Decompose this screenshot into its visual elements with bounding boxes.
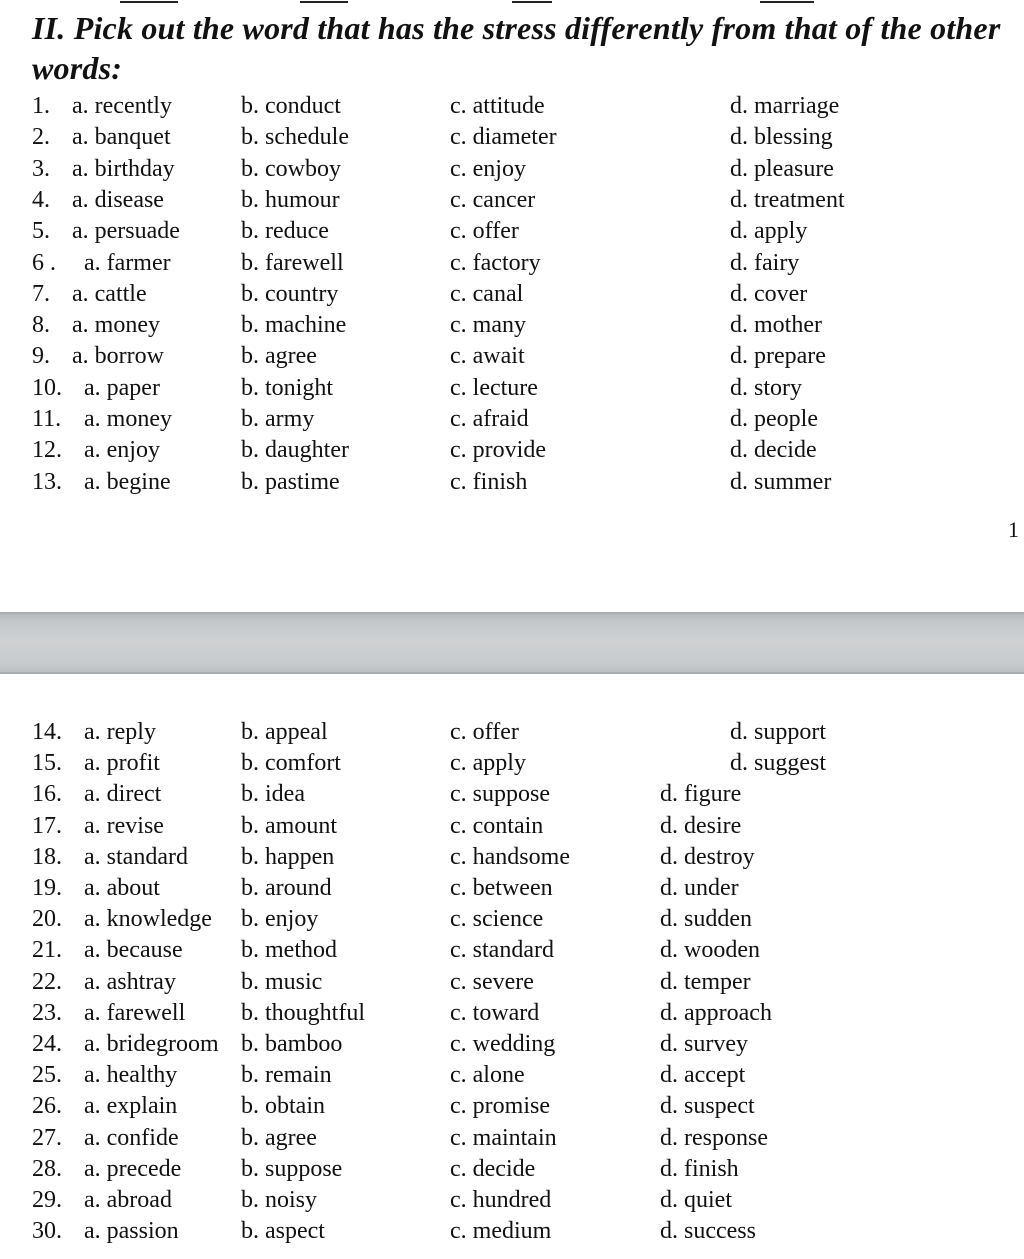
option-d: d. destroy xyxy=(660,843,755,870)
option-c: c. wedding xyxy=(450,1031,556,1057)
option-d: d. survey xyxy=(660,1031,748,1057)
option-d: d. suspect xyxy=(660,1093,755,1120)
option-a: a. passion xyxy=(84,1218,179,1245)
option-d: d. blessing xyxy=(730,124,833,151)
option-a: a. healthy xyxy=(84,1062,178,1089)
option-d: d. apply xyxy=(730,218,808,245)
question-row xyxy=(0,310,1024,341)
question-row xyxy=(0,467,1024,498)
option-a: a. bridegroom xyxy=(84,1031,219,1057)
option-b: b. remain xyxy=(241,1062,332,1089)
option-c: c. promise xyxy=(450,1093,550,1120)
option-d: d. sudden xyxy=(660,906,752,933)
option-a: a. money xyxy=(84,406,172,432)
option-a: a. ashtray xyxy=(84,968,176,995)
option-b: b. tonight xyxy=(241,374,334,401)
option-a: a. about xyxy=(84,875,160,901)
option-b: b. army xyxy=(241,406,315,432)
question-row xyxy=(0,122,1024,153)
option-d: d. wooden xyxy=(660,937,760,964)
option-a: a. knowledge xyxy=(84,906,212,933)
question-number: 19. xyxy=(32,875,62,901)
question-row xyxy=(0,1060,1024,1091)
question-row xyxy=(0,248,1024,279)
option-b: b. thoughtful xyxy=(241,999,365,1026)
option-a: a. confide xyxy=(84,1124,179,1151)
option-c: c. handsome xyxy=(450,843,570,870)
question-number: 9. xyxy=(32,343,50,370)
option-c: c. offer xyxy=(450,218,519,245)
question-number: 30. xyxy=(32,1218,62,1245)
option-c: c. between xyxy=(450,875,553,901)
option-b: b. agree xyxy=(241,343,317,370)
option-b: b. around xyxy=(241,875,332,901)
option-b: b. suppose xyxy=(241,1155,343,1182)
option-b: b. agree xyxy=(241,1124,317,1151)
option-a: a. begine xyxy=(84,468,171,495)
option-a: a. because xyxy=(84,937,183,964)
option-a: a. money xyxy=(72,312,160,339)
option-b: b. appeal xyxy=(241,719,328,745)
option-a: a. reply xyxy=(84,719,156,745)
underline-mark xyxy=(300,1,348,3)
option-d: d. approach xyxy=(660,999,772,1026)
option-d: d. response xyxy=(660,1124,768,1151)
option-b: b. happen xyxy=(241,843,335,870)
question-number: 20. xyxy=(32,906,62,933)
question-number: 10. xyxy=(32,374,62,401)
option-d: d. temper xyxy=(660,968,751,995)
page-number: 1 xyxy=(1008,517,1019,542)
question-row xyxy=(0,967,1024,998)
question-number: 21. xyxy=(32,937,62,964)
question-number: 23. xyxy=(32,999,62,1026)
question-number: 2. xyxy=(32,124,50,151)
question-row xyxy=(0,1154,1024,1185)
option-c: c. apply xyxy=(450,750,526,777)
question-number: 26. xyxy=(32,1093,62,1120)
option-d: d. story xyxy=(730,374,802,401)
question-number: 3. xyxy=(32,155,50,182)
option-c: c. science xyxy=(450,906,544,933)
question-number: 24. xyxy=(32,1031,62,1057)
question-number: 13. xyxy=(32,468,62,495)
question-row xyxy=(0,154,1024,185)
option-c: c. finish xyxy=(450,468,528,495)
option-a: a. persuade xyxy=(72,218,180,245)
option-b: b. humour xyxy=(241,186,340,213)
option-c: c. medium xyxy=(450,1218,552,1245)
option-b: b. pastime xyxy=(241,468,340,495)
question-row xyxy=(0,1185,1024,1216)
question-row xyxy=(0,279,1024,310)
question-number: 12. xyxy=(32,437,62,464)
option-c: c. canal xyxy=(450,280,524,307)
question-row xyxy=(0,404,1024,435)
question-row xyxy=(0,185,1024,216)
option-b: b. aspect xyxy=(241,1218,325,1245)
option-b: b. idea xyxy=(241,781,305,808)
question-number: 15. xyxy=(32,750,62,777)
question-row xyxy=(0,998,1024,1029)
option-c: c. cancer xyxy=(450,186,536,213)
question-row xyxy=(0,1216,1024,1247)
option-d: d. people xyxy=(730,406,818,432)
option-d: d. success xyxy=(660,1218,756,1245)
option-c: c. offer xyxy=(450,719,519,745)
question-row xyxy=(0,779,1024,810)
option-a: a. paper xyxy=(84,374,160,401)
option-b: b. country xyxy=(241,280,339,307)
question-number: 1. xyxy=(32,93,50,119)
question-number: 18. xyxy=(32,843,62,870)
question-number: 28. xyxy=(32,1155,62,1182)
option-c: c. decide xyxy=(450,1155,536,1182)
question-number: 14. xyxy=(32,719,62,745)
underline-mark xyxy=(512,1,552,3)
question-row xyxy=(0,1123,1024,1154)
option-c: c. toward xyxy=(450,999,540,1026)
option-a: a. enjoy xyxy=(84,437,160,464)
option-d: d. marriage xyxy=(730,93,840,119)
question-row xyxy=(0,435,1024,466)
option-c: c. factory xyxy=(450,249,541,276)
question-row xyxy=(0,873,1024,904)
option-a: a. birthday xyxy=(72,155,175,182)
question-number: 29. xyxy=(32,1187,62,1213)
question-number: 22. xyxy=(32,968,62,995)
option-b: b. cowboy xyxy=(241,155,341,182)
page-gap xyxy=(0,612,1024,674)
option-b: b. noisy xyxy=(241,1187,318,1213)
option-a: a. explain xyxy=(84,1093,178,1120)
option-c: c. alone xyxy=(450,1062,525,1089)
option-b: b. conduct xyxy=(241,93,341,119)
question-row xyxy=(0,935,1024,966)
option-a: a. abroad xyxy=(84,1187,172,1213)
option-c: c. standard xyxy=(450,937,554,964)
option-a: a. direct xyxy=(84,781,162,808)
option-a: a. borrow xyxy=(72,343,164,370)
question-row xyxy=(0,748,1024,779)
option-b: b. farewell xyxy=(241,249,344,276)
option-b: b. amount xyxy=(241,812,337,839)
question-row xyxy=(0,91,1024,122)
option-a: a. recently xyxy=(72,93,172,119)
option-a: a. profit xyxy=(84,750,160,777)
option-d: d. cover xyxy=(730,280,808,307)
option-c: c. maintain xyxy=(450,1124,557,1151)
option-c: c. enjoy xyxy=(450,155,526,182)
cropped-previous-line xyxy=(0,0,1024,6)
option-d: d. fairy xyxy=(730,249,800,276)
underline-mark xyxy=(120,1,178,3)
underline-mark xyxy=(760,1,814,3)
question-number: 25. xyxy=(32,1062,62,1089)
question-row xyxy=(0,373,1024,404)
option-a: a. revise xyxy=(84,812,164,839)
question-number: 5. xyxy=(32,218,50,245)
question-row xyxy=(0,904,1024,935)
option-d: d. pleasure xyxy=(730,155,834,182)
question-row xyxy=(0,811,1024,842)
option-d: d. under xyxy=(660,875,739,901)
option-d: d. mother xyxy=(730,312,822,339)
option-d: d. decide xyxy=(730,437,817,464)
option-c: c. attitude xyxy=(450,93,545,119)
question-row xyxy=(0,717,1024,748)
question-row xyxy=(0,216,1024,247)
option-d: d. desire xyxy=(660,812,742,839)
option-c: c. lecture xyxy=(450,374,538,401)
question-number: 11. xyxy=(32,406,62,432)
option-a: a. standard xyxy=(84,843,188,870)
option-b: b. method xyxy=(241,937,337,964)
option-d: d. summer xyxy=(730,468,832,495)
question-number: 27. xyxy=(32,1124,62,1151)
option-d: d. quiet xyxy=(660,1187,732,1213)
question-number: 4. xyxy=(32,186,50,213)
question-row xyxy=(0,1029,1024,1060)
question-number: 16. xyxy=(32,781,62,808)
option-a: a. disease xyxy=(72,186,164,213)
option-d: d. finish xyxy=(660,1155,739,1182)
option-b: b. bamboo xyxy=(241,1031,343,1057)
option-a: a. banquet xyxy=(72,124,171,151)
question-row xyxy=(0,1091,1024,1122)
option-d: d. prepare xyxy=(730,343,826,370)
option-b: b. obtain xyxy=(241,1093,325,1120)
question-number: 8. xyxy=(32,312,50,339)
option-d: d. suggest xyxy=(730,750,826,777)
option-b: b. comfort xyxy=(241,750,341,777)
option-c: c. diameter xyxy=(450,124,557,151)
option-b: b. reduce xyxy=(241,218,329,245)
question-row xyxy=(0,842,1024,873)
option-d: d. support xyxy=(730,719,826,745)
option-c: c. provide xyxy=(450,437,546,464)
question-number: 6 . xyxy=(32,249,56,276)
page-edge xyxy=(0,612,1024,614)
option-d: d. accept xyxy=(660,1062,746,1089)
question-number: 7. xyxy=(32,280,50,307)
option-c: c. contain xyxy=(450,812,544,839)
option-d: d. treatment xyxy=(730,186,845,213)
option-c: c. suppose xyxy=(450,781,550,808)
option-a: a. farewell xyxy=(84,999,186,1026)
option-b: b. machine xyxy=(241,312,347,339)
option-d: d. figure xyxy=(660,781,742,808)
option-b: b. daughter xyxy=(241,437,349,464)
option-b: b. enjoy xyxy=(241,906,319,933)
option-c: c. severe xyxy=(450,968,534,995)
question-row xyxy=(0,341,1024,372)
option-a: a. precede xyxy=(84,1155,182,1182)
option-c: c. many xyxy=(450,312,526,339)
option-b: b. music xyxy=(241,968,323,995)
option-c: c. afraid xyxy=(450,406,529,432)
option-c: c. await xyxy=(450,343,525,370)
option-a: a. cattle xyxy=(72,280,147,307)
option-a: a. farmer xyxy=(84,249,171,276)
exercise-heading: II. Pick out the word that has the stress differently from that of the other words: xyxy=(32,10,1001,86)
option-b: b. schedule xyxy=(241,124,349,151)
option-c: c. hundred xyxy=(450,1187,552,1213)
question-number: 17. xyxy=(32,812,62,839)
